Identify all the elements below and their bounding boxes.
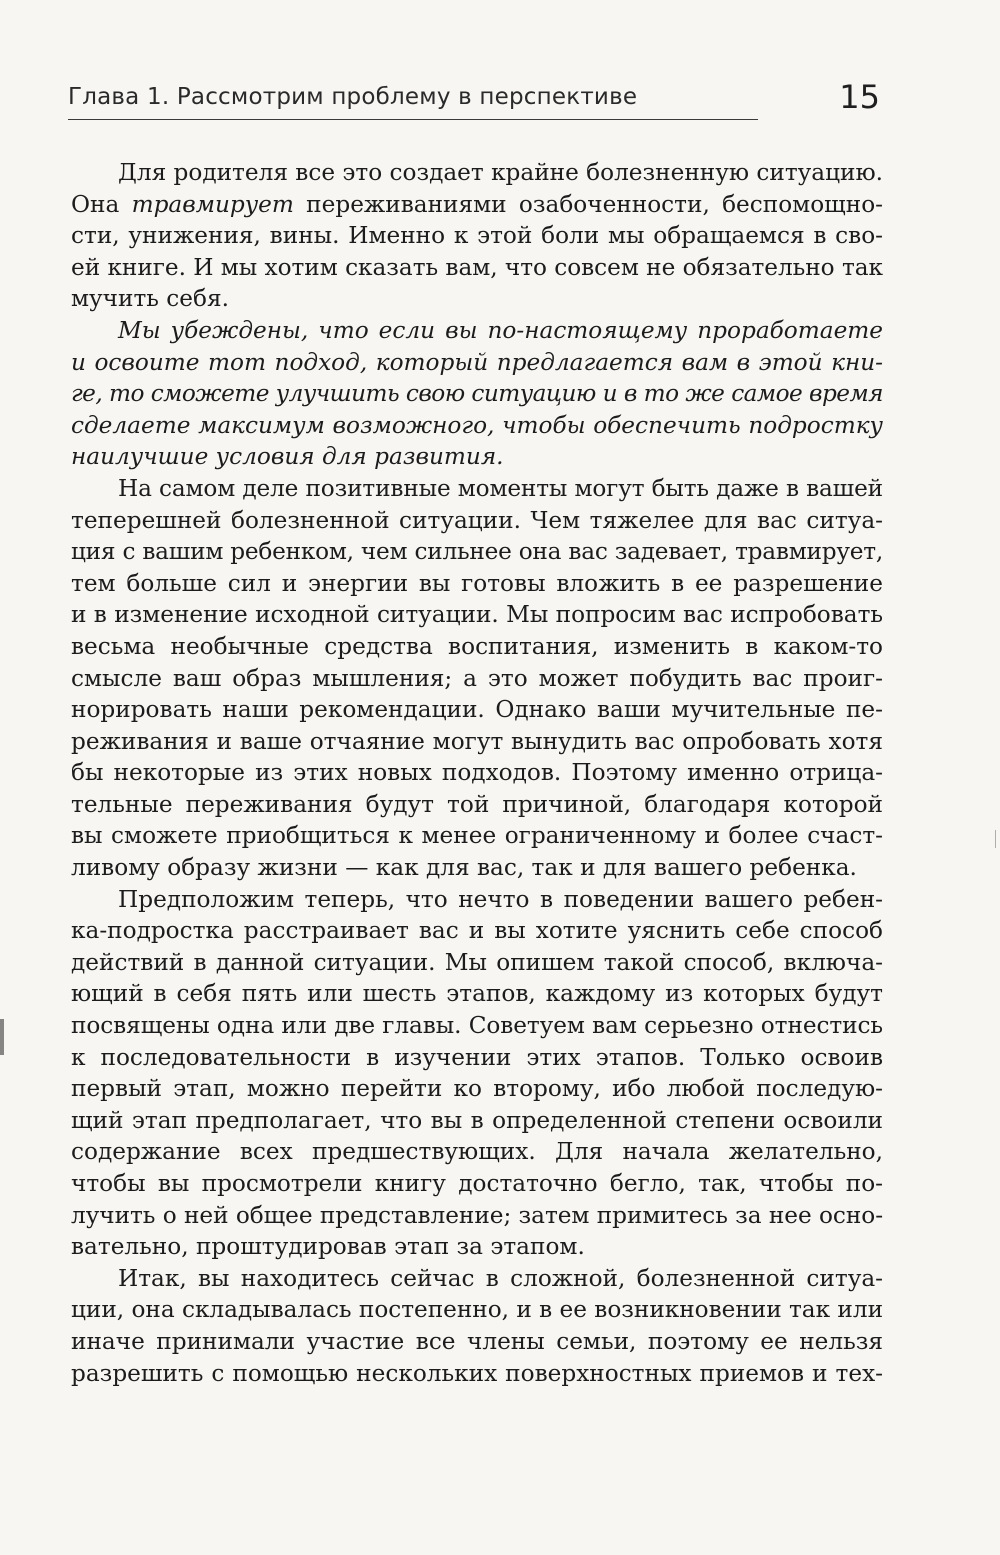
text-line: ция с вашим ребенком, чем сильнее она вас задевает, травмирует, [71, 538, 883, 566]
text-line: посвящены одна или две главы. Советуем вам серьезно отнестись [71, 1012, 883, 1040]
paragraph [71, 473, 883, 884]
text-line: мучить себя. [71, 285, 229, 313]
page-number: 15 [839, 78, 880, 116]
text-line: вательно, проштудировав этап за этапом. [71, 1233, 585, 1261]
scan-edge-mark [0, 1019, 4, 1055]
paragraph [71, 157, 883, 315]
text-line: и освоите тот подход, который предлагается вам в этой кни- [71, 348, 883, 376]
text-line: наилучшие условия для развития. [71, 443, 504, 471]
text-line: Предположим теперь, что нечто в поведении вашего ребен- [118, 885, 883, 913]
page-header [68, 78, 880, 120]
body-text [71, 157, 883, 1389]
text-line: сделаете максимум возможного, чтобы обеспечить подростку [71, 411, 883, 439]
paragraph-italic [71, 315, 883, 473]
text-line: сти, унижения, вины. Именно к этой боли мы обращаемся в сво- [71, 222, 883, 250]
text-line: содержание всех предшествующих. Для начала желательно, [71, 1138, 883, 1166]
running-title: Глава 1. Рассмотрим проблему в перспективе [68, 84, 638, 110]
text-line: лучить о ней общее представление; затем примитесь за нее осно- [71, 1201, 883, 1229]
text-line: теперешней болезненной ситуации. Чем тяжелее для вас ситуа- [71, 506, 883, 534]
text-line: смысле ваш образ мышления; а это может побудить вас проиг- [71, 664, 883, 692]
text-line: На самом деле позитивные моменты могут быть даже в вашей [118, 474, 883, 502]
text-line: ге, то сможете улучшить свою ситуацию и в то же самое время [71, 380, 883, 408]
text-line: ей книге. И мы хотим сказать вам, что совсем не обязательно так [71, 253, 883, 281]
paragraph [71, 884, 883, 1263]
text-line: ливому образу жизни — как для вас, так и для вашего ребенка. [71, 854, 857, 882]
text-line: и в изменение исходной ситуации. Мы попросим вас испробовать [71, 601, 883, 629]
text-line: тем больше сил и энергии вы готовы вложить в ее разрешение [71, 569, 883, 597]
text-line: ции, она складывалась постепенно, и в ее возникновении так или [71, 1296, 883, 1324]
text-line: действий в данной ситуации. Мы опишем такой способ, включа- [71, 948, 883, 976]
text-line: щий этап предполагает, что вы в определенной степени освоили [71, 1106, 883, 1134]
text-line: ющий в себя пять или шесть этапов, каждому из которых будут [71, 980, 883, 1008]
text-line: вы сможете приобщиться к менее ограниченному и более счаст- [71, 822, 883, 850]
text-line: тельные переживания будут той причиной, благодаря которой [71, 790, 883, 818]
header-rule [68, 119, 758, 120]
text-line: ка-подростка расстраивает вас и вы хотите уяснить себе способ [71, 917, 883, 945]
text-line: Для родителя все это создает крайне болезненную ситуацию. [118, 159, 883, 186]
text-line: первый этап, можно перейти ко второму, ибо любой последую- [71, 1075, 883, 1103]
text-line: Мы убеждены, что если вы по-настоящему проработаете [118, 316, 883, 344]
text-line: чтобы вы просмотрели книгу достаточно бегло, так, чтобы по- [71, 1170, 883, 1197]
text-line: иначе принимали участие все члены семьи, поэтому ее нельзя [71, 1327, 883, 1355]
text-line: норировать наши рекомендации. Однако ваши мучительные пе- [71, 696, 883, 724]
text-line: Она травмирует переживаниями озабоченности, беспомощно- [71, 190, 883, 218]
text-line: весьма необычные средства воспитания, изменить в каком-то [71, 632, 883, 660]
text-line: реживания и ваше отчаяние могут вынудить вас опробовать хотя [71, 727, 883, 755]
text-line: Итак, вы находитесь сейчас в сложной, болезненной ситуа- [118, 1264, 883, 1292]
scan-edge-mark-right [995, 830, 996, 848]
paragraph [71, 1263, 883, 1389]
text-line: разрешить с помощью нескольких поверхностных приемов и тех- [71, 1359, 883, 1387]
text-line: к последовательности в изучении этих этапов. Только освоив [71, 1043, 883, 1071]
text-line: бы некоторые из этих новых подходов. Поэтому именно отрица- [71, 759, 883, 787]
emphasis-word: травмирует [131, 190, 294, 218]
